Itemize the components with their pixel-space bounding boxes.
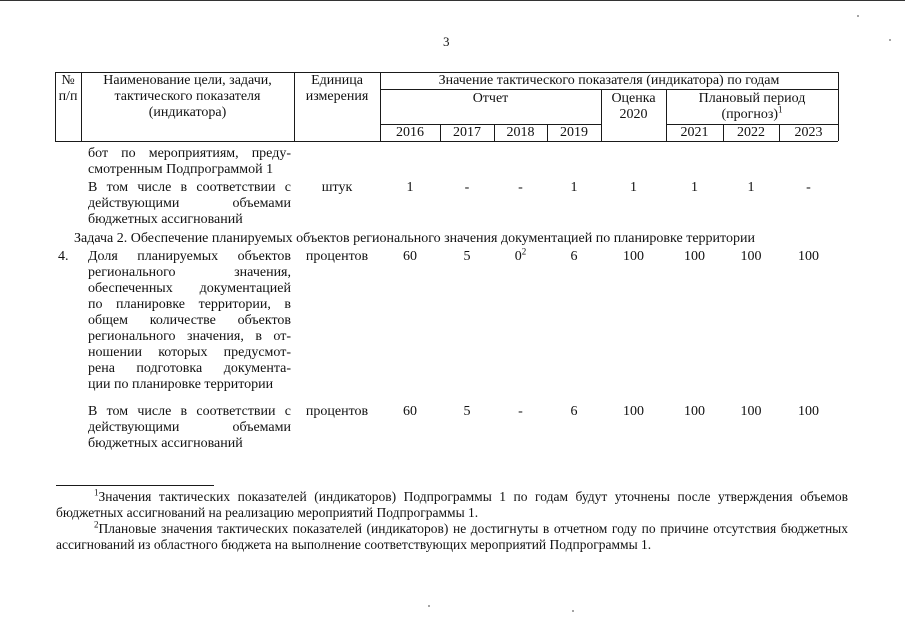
row-budget-indicator-1-2021: 1 [691,180,698,195]
scan-speck [857,15,859,17]
row-indicator-4-2018-value: 0 [514,249,522,264]
row-indicator-4-line5: общем количестве объектов [88,313,291,328]
row-indicator-4-2021: 100 [684,249,705,264]
row-budget-indicator-4-line1: В том числе в соответствии с [88,404,291,419]
header-year-2023: 2023 [794,125,823,140]
row-budget-indicator-4-2016: 60 [403,404,417,419]
header-year-2018: 2018 [506,125,535,140]
row-budget-indicator-4-2023: 100 [798,404,819,419]
header-col-name-line3: (индикатора) [148,105,227,120]
header-col-unit-line2: измерения [305,89,369,104]
footnote-2-text: Плановые значения тактических показателей (индикаторов) не достигнуты в отчетном году по причине отсутствия бюджетных ассигнований из областного бюджета на выполнение соответствующих мероприятий Подпрограммы 1. [56,521,848,552]
header-year-2016: 2016 [396,125,424,140]
row-budget-indicator-4-2017: 5 [463,404,471,419]
row-budget-indicator-1-unit: штук [321,180,353,195]
row-budget-indicator-4-line3: бюджетных ассигнований [88,436,243,451]
row-indicator-4-unit: процентов [305,249,369,264]
footnote-separator [56,485,214,486]
row-budget-indicator-1-2017: - [464,180,470,195]
row-budget-indicator-1-2023: - [806,180,811,195]
row-budget-indicator-1-line2: действующими объемами [88,196,291,211]
footnote-1-marker: 1 [94,487,99,498]
row-budget-indicator-4-2020: 100 [623,404,644,419]
row-budget-indicator-1-2019: 1 [570,180,578,195]
header-col-name [81,73,294,121]
header-plan-footnote-ref: 1 [778,104,783,115]
header-col-unit [294,73,380,105]
header-col-values: Значение тактического показателя (индикатора) по годам [438,73,780,88]
header-col-number-line1: № [61,73,75,88]
row-indicator-4-line3: обеспеченных документацией [88,281,291,296]
task-2-heading: Задача 2. Обеспечение планируемых объектов регионального значения документацией по планировке территории [74,231,755,246]
row-budget-indicator-1-line3: бюджетных ассигнований [88,212,243,227]
header-col-name-line1: Наименование цели, задачи, [103,73,272,88]
row-budget-indicator-4-2022: 100 [740,404,762,419]
footnote-2-marker: 2 [94,519,99,530]
header-plan [666,91,838,123]
row-budget-indicator-1-2016: 1 [406,180,414,195]
scan-speck [572,610,574,612]
row-indicator-4-line4: по планировке территории, в [88,297,291,312]
header-col-number-line2: п/п [58,89,78,104]
header-year-2021: 2021 [680,125,709,140]
scan-speck [889,39,891,41]
footnote-2 [56,521,848,553]
header-report: Отчет [472,91,509,106]
row-budget-indicator-1-2018: - [518,180,523,195]
continued-row-line2: смотренным Подпрограммой 1 [88,162,274,177]
row-indicator-4-line8: рена подготовка документа- [88,361,291,376]
row-indicator-4-2017: 5 [463,249,471,264]
row-budget-indicator-1-2022: 1 [747,180,755,195]
footnote-1 [56,489,848,521]
header-year-2017: 2017 [453,125,481,140]
row-budget-indicator-4-2021: 100 [684,404,705,419]
header-estimate-line2: 2020 [619,107,648,122]
row-indicator-4-2019: 6 [570,249,578,264]
footnote-1-text: Значения тактических показателей (индикаторов) Подпрограммы 1 по годам будут уточнены после утверждения объемов бюджетных ассигнований на реализацию мероприятий Подпрограммы 1. [56,489,848,520]
header-estimate-line1: Оценка [611,91,656,106]
row-budget-indicator-1-line1: В том числе в соответствии с [88,180,291,195]
header-plan-line2 [666,104,838,123]
row-indicator-4-number: 4. [58,249,69,264]
row-indicator-4-line2: регионального значения, [88,265,291,280]
row-budget-indicator-1-2020: 1 [630,180,637,195]
page-number: 3 [443,34,450,49]
row-indicator-4-line1: Доля планируемых объектов [88,249,291,264]
header-plan-line2-text: (прогноз) [721,107,779,122]
continued-row-text [88,146,291,178]
row-indicator-4-2016: 60 [403,249,417,264]
header-plan-line1: Плановый период [698,91,806,106]
row-budget-indicator-4-2018: - [518,404,523,419]
row-indicator-4-line6: регионального значения, в от- [88,329,291,344]
scan-speck [428,605,430,607]
header-col-name-line2: тактического показателя [114,89,261,104]
row-indicator-4-name [88,249,291,393]
top-border-line [0,0,905,1]
row-indicator-4-2020: 100 [623,249,644,264]
row-budget-indicator-4-unit: процентов [305,404,369,419]
row-budget-indicator-4-2019: 6 [570,404,578,419]
row-budget-indicator-4-line2: действующими объемами [88,420,291,435]
header-year-2022: 2022 [737,125,765,140]
row-indicator-4-line9: ции по планировке территории [88,377,274,392]
continued-row-line1: бот по мероприятиям, преду- [88,146,291,161]
header-col-unit-line1: Единица [311,73,363,88]
header-estimate [601,91,666,123]
header-year-2019: 2019 [560,125,588,140]
row-indicator-4-2022: 100 [740,249,762,264]
row-indicator-4-2023: 100 [798,249,819,264]
row-indicator-4-line7: ношении которых предусмот- [88,345,291,360]
row-budget-indicator-4-name [88,404,291,452]
header-col-number [55,73,81,105]
row-indicator-4-2018-footnote-ref: 2 [521,246,527,257]
row-indicator-4-2018 [494,246,547,265]
row-budget-indicator-1-name [88,180,291,228]
